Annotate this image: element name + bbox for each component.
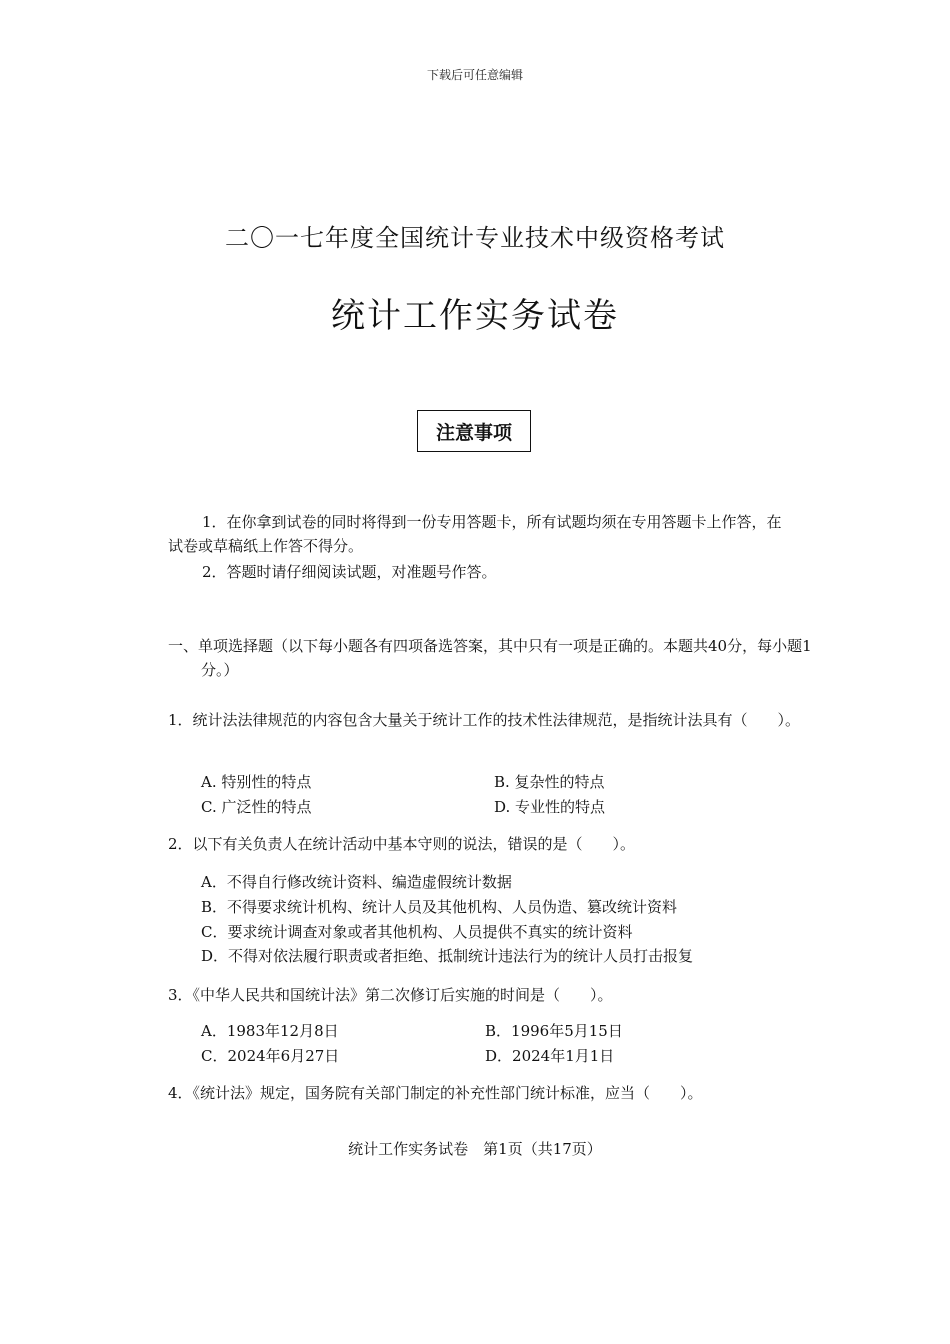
question-2-option-b: B．不得要求统计机构、统计人员及其他机构、人员伪造、篡改统计资料 [201,898,678,916]
notice-item-1: 1．在你拿到试卷的同时将得到一份专用答题卡，所有试题均须在专用答题卡上作答，在试卷或草稿纸上作答不得分。 [168,513,782,555]
question-1-option-c: C. 广泛性的特点 [201,798,312,816]
page-footer: 统计工作实务试卷 第1页（共17页） [348,1140,602,1158]
question-4-stem: 4．《统计法》规定，国务院有关部门制定的补充性部门统计标准，应当（ ）。 [168,1084,703,1102]
exam-title: 二〇一七年度全国统计专业技术中级资格考试 [225,224,725,252]
question-3-option-d: D．2024年1月1日 [485,1047,615,1065]
question-3-option-b: B．1996年5月15日 [485,1022,623,1040]
notice-heading: 注意事项 [417,410,531,452]
question-1-stem: 1．统计法法律规范的内容包含大量关于统计工作的技术性法律规范，是指统计法具有（ ）。 [168,711,801,729]
question-3-option-c: C．2024年6月27日 [201,1047,340,1065]
question-3-option-a: A．1983年12月8日 [201,1022,339,1040]
notice-item-2: 2．答题时请仔细阅读试题，对准题号作答。 [202,563,497,581]
question-1-option-d: D. 专业性的特点 [494,798,606,816]
header-note: 下载后可任意编辑 [426,68,523,82]
paper-title: 统计工作实务试卷 [331,296,619,336]
question-2-stem: 2．以下有关负责人在统计活动中基本守则的说法，错误的是（ ）。 [168,835,636,853]
question-1-option-b: B. 复杂性的特点 [494,773,605,791]
question-2-option-c: C．要求统计调查对象或者其他机构、人员提供不真实的统计资料 [201,923,633,941]
question-3-stem: 3．《中华人民共和国统计法》第二次修订后实施的时间是（ ）。 [168,986,613,1004]
question-1-option-a: A. 特别性的特点 [201,773,312,791]
question-2-option-d: D．不得对依法履行职责或者拒绝、抵制统计违法行为的统计人员打击报复 [201,947,694,965]
question-2-option-a: A．不得自行修改统计资料、编造虚假统计数据 [201,873,512,891]
section-heading: 一、单项选择题（以下每小题各有四项备选答案，其中只有一项是正确的。本题共40分，每小题1分。） [168,637,812,679]
